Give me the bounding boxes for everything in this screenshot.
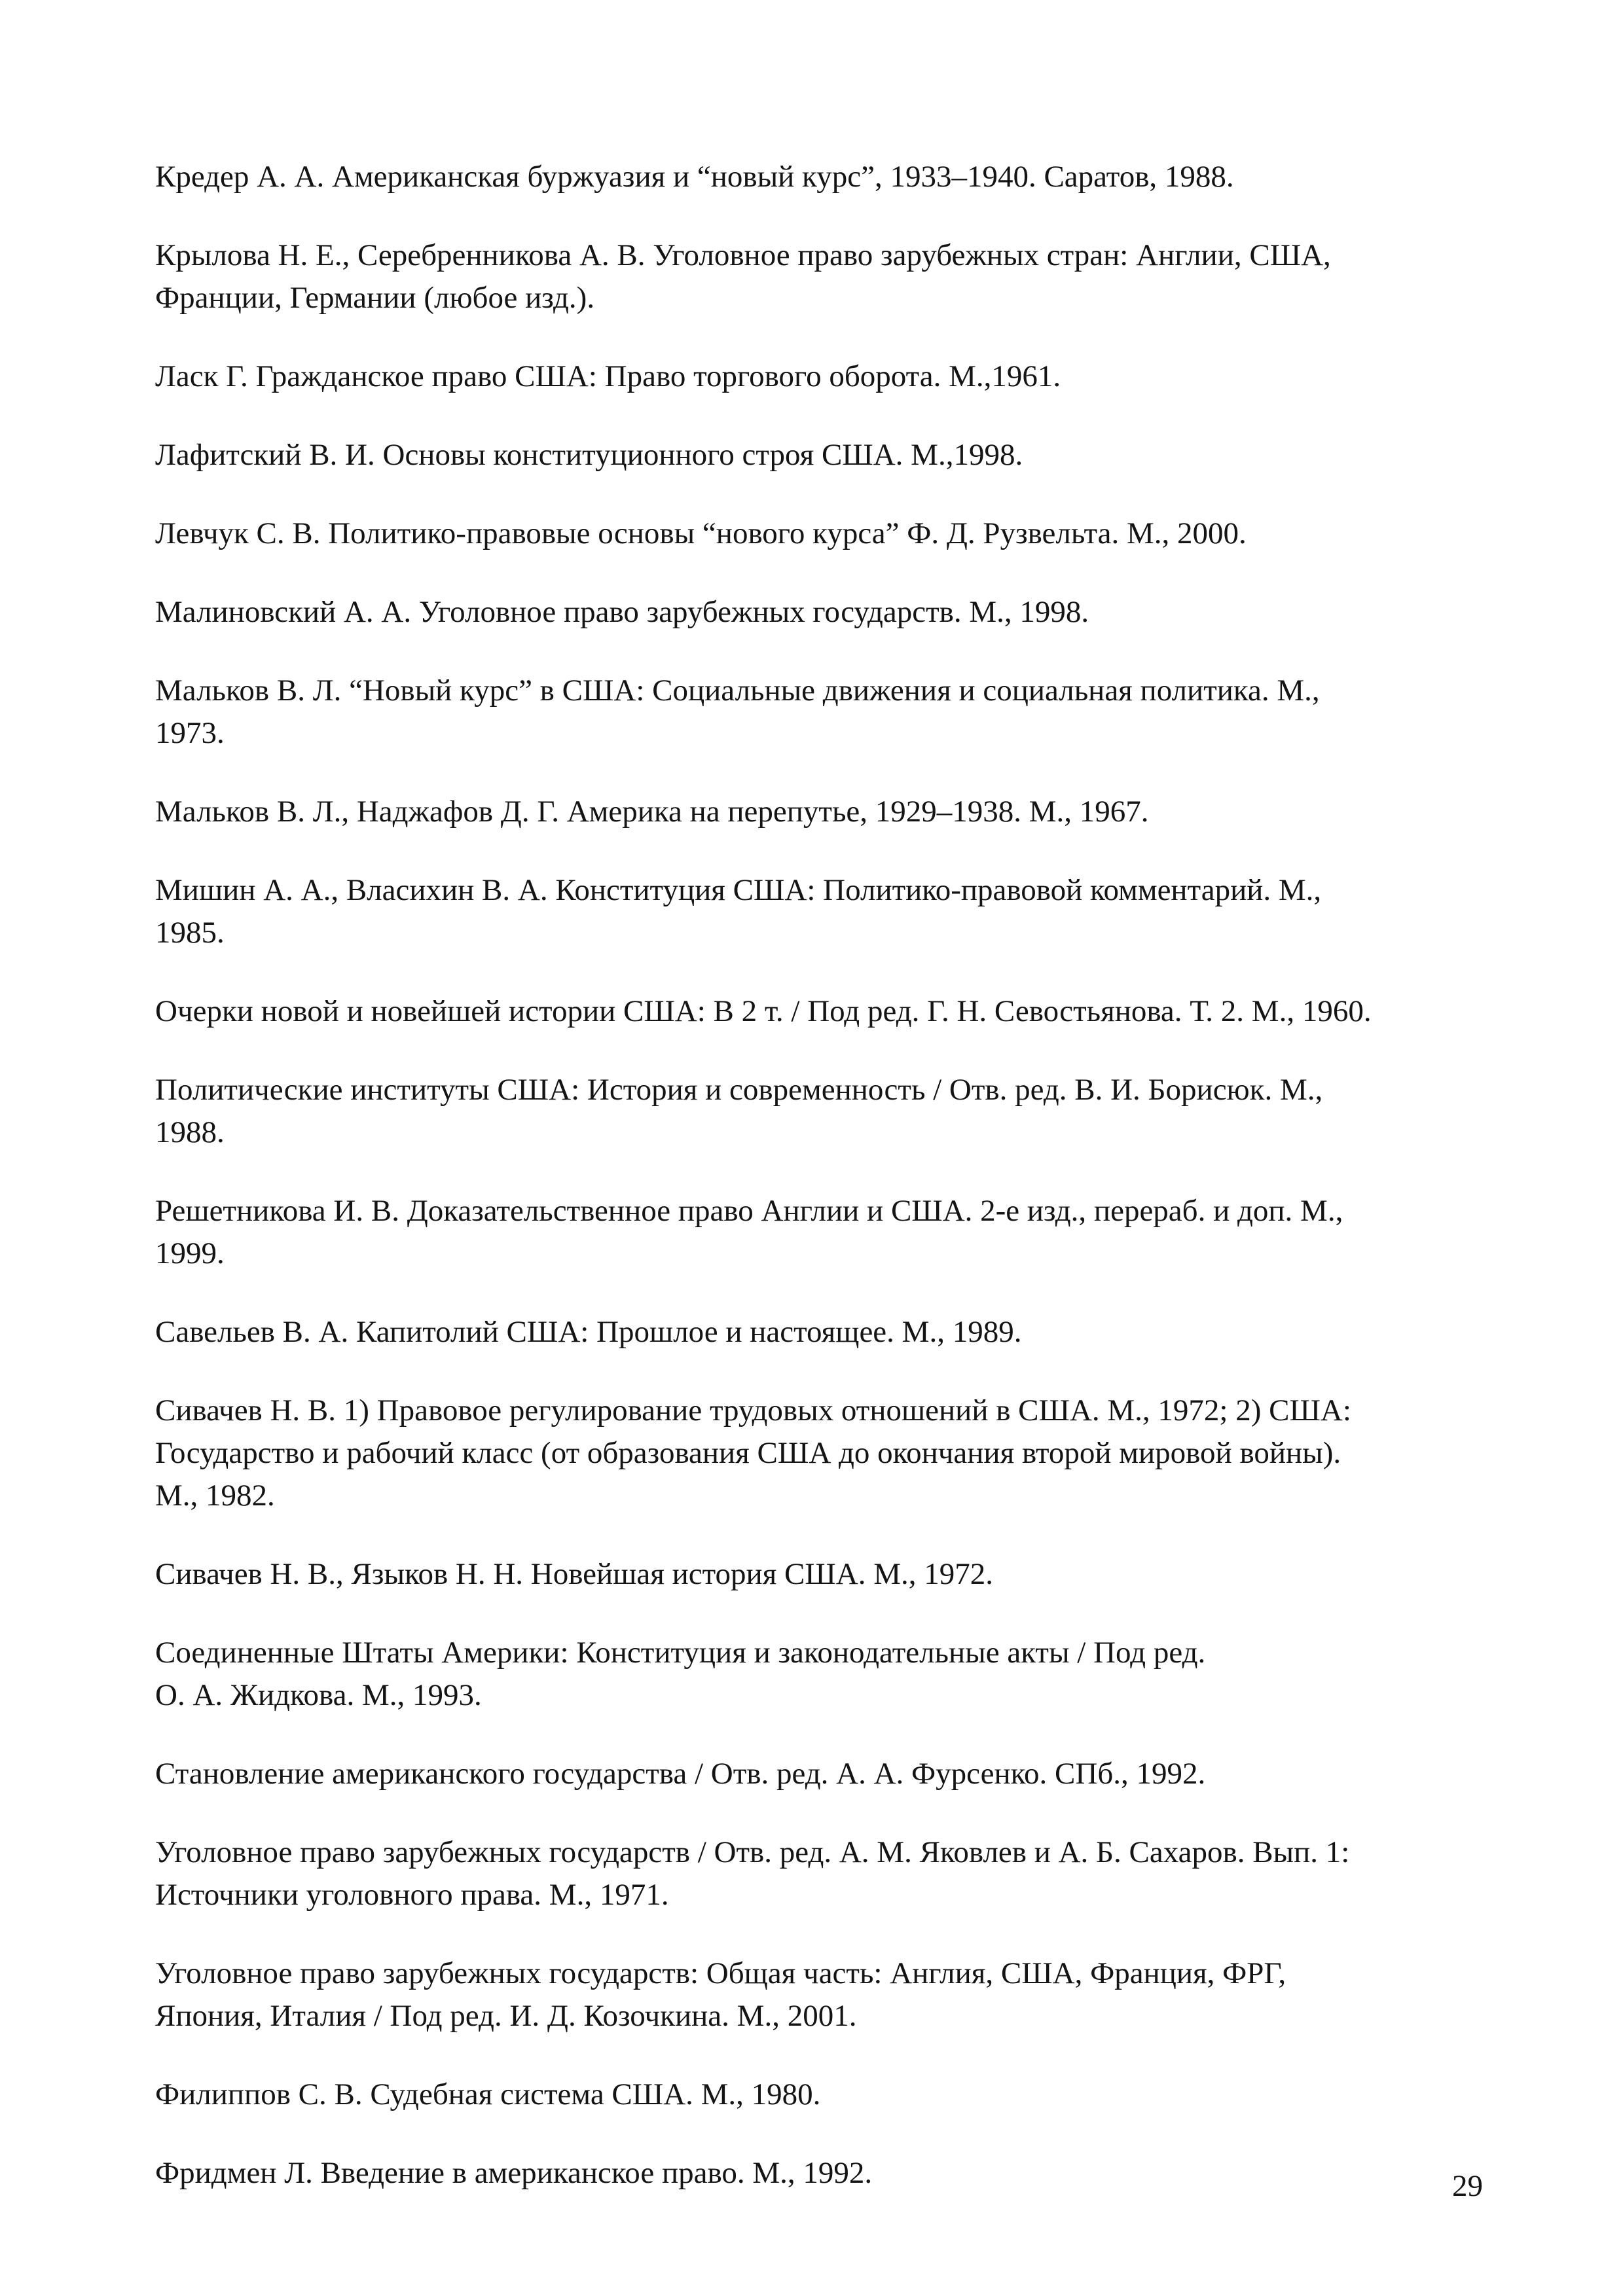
bibliography-entry: Крылова Н. Е., Серебренникова А. В. Уголовное право зарубежных стран: Англии, США, Франции, Германии (любое изд.). <box>155 238 1331 315</box>
bibliography-entry: Политические институты США: История и современность / Отв. ред. В. И. Борисюк. М., 1988. <box>155 1073 1323 1149</box>
bibliography-entry: Кредер А. А. Американская буржуазия и “новый курс”, 1933–1940. Саратов, 1988. <box>155 160 1234 194</box>
bibliography-entry: Уголовное право зарубежных государств: Общая часть: Англия, США, Франция, ФРГ, Япония, Италия / Под ред. И. Д. Козочкина. М., 2001. <box>155 1956 1286 2033</box>
bibliography-entry: Соединенные Штаты Америки: Конституция и законодательные акты / Под ред. О. А. Жидкова. М., 1993. <box>155 1636 1206 1712</box>
bibliography-entry: Сивачев Н. В., Языков Н. Н. Новейшая история США. М., 1972. <box>155 1557 994 1591</box>
bibliography-entry: Левчук С. В. Политико-правовые основы “нового курса” Ф. Д. Рузвельта. М., 2000. <box>155 516 1247 550</box>
bibliography-entry: Филиппов С. В. Судебная система США. М., 1980. <box>155 2077 821 2111</box>
bibliography-entry: Лафитский В. И. Основы конституционного строя США. М.,1998. <box>155 438 1023 472</box>
bibliography-entry: Малиновский А. А. Уголовное право зарубежных государств. М., 1998. <box>155 595 1089 629</box>
bibliography-entry: Мишин А. А., Власихин В. А. Конституция США: Политико-правовой комментарий. М., 1985. <box>155 873 1322 950</box>
bibliography-entry: Уголовное право зарубежных государств / Отв. ред. А. М. Яковлев и А. Б. Сахаров. Вып. 1: Источники уголовного права. М., 1971. <box>155 1835 1350 1912</box>
bibliography-entry: Решетникова И. В. Доказательственное право Англии и США. 2-е изд., перераб. и доп. М., 1999. <box>155 1194 1343 1270</box>
bibliography-entry: Сивачев Н. В. 1) Правовое регулирование трудовых отношений в США. М., 1972; 2) США: Государство и рабочий класс (от образования США до окончания второй мировой войны). М., 1982. <box>155 1393 1351 1513</box>
bibliography-entry: Ласк Г. Гражданское право США: Право торгового оборота. М.,1961. <box>155 359 1061 393</box>
bibliography-entry: Мальков В. Л., Наджафов Д. Г. Америка на перепутье, 1929–1938. М., 1967. <box>155 795 1149 829</box>
page-number: 29 <box>1452 2169 1483 2203</box>
bibliography-entry: Очерки новой и новейшей истории США: В 2 т. / Под ред. Г. Н. Севостьянова. Т. 2. М., 1960. <box>155 994 1372 1028</box>
bibliography-list <box>155 156 1471 2231</box>
bibliography-entry: Становление американского государства / Отв. ред. А. А. Фурсенко. СПб., 1992. <box>155 1757 1206 1791</box>
bibliography-entry: Савельев В. А. Капитолий США: Прошлое и настоящее. М., 1989. <box>155 1315 1022 1349</box>
bibliography-entry: Мальков В. Л. “Новый курс” в США: Социальные движения и социальная политика. М., 1973. <box>155 673 1320 750</box>
bibliography-entry: Фридмен Л. Введение в американское право. М., 1992. <box>155 2156 873 2190</box>
